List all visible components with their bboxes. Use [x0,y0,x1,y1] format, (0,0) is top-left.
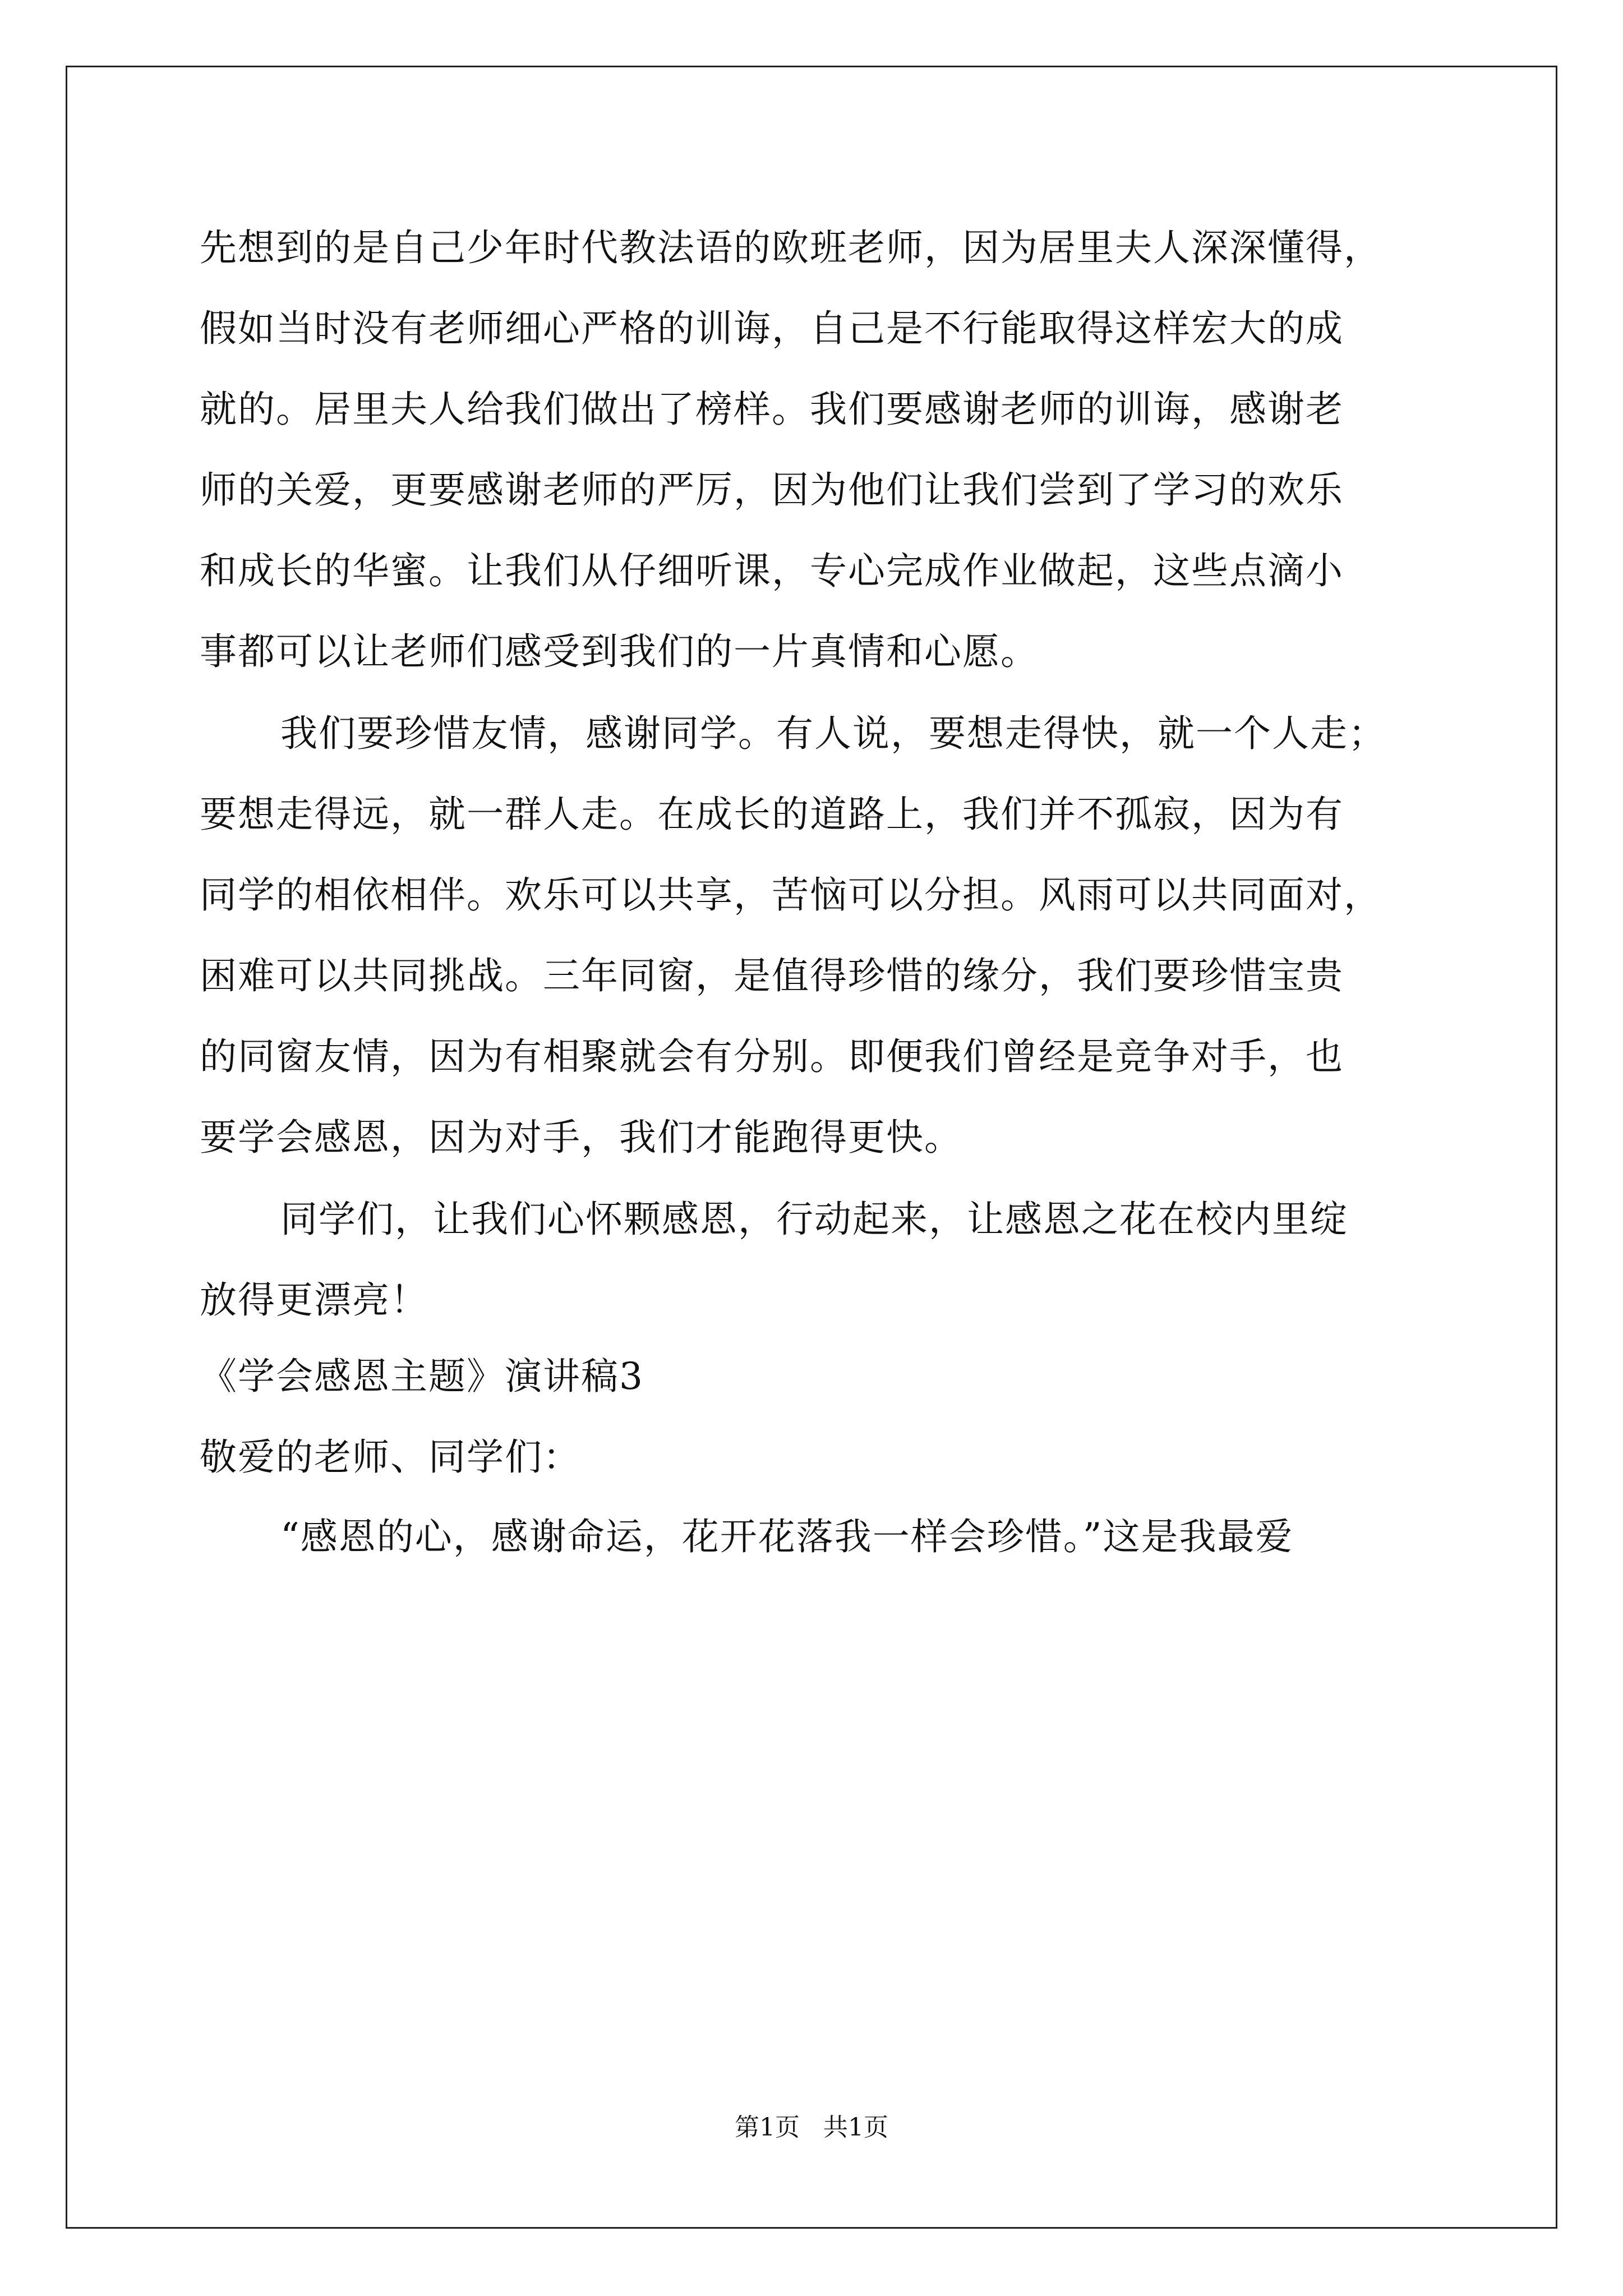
body-line-6: 事都可以让老师们感受到我们的一片真情和心愿。 [200,630,1039,673]
body-line-1: 先想到的是自己少年时代教法语的欧班老师，因为居里夫人深深懂得， [200,226,1382,269]
section-title: 《学会感恩主题》演讲稿3 [200,1355,644,1398]
body-line-10: 困难可以共同挑战。三年同窗，是值得珍惜的缘分，我们要珍惜宝贵 [200,954,1344,997]
page-footer: 第1页 共1页 [735,2113,888,2142]
body-line-17: “感恩的心，感谢命运，花开花落我一样会珍惜。”这是我最爱 [280,1515,1294,1558]
salutation: 敬爱的老师、同学们： [200,1435,581,1479]
body-line-8: 要想走得远，就一群人走。在成长的道路上，我们并不孤寂，因为有 [200,793,1344,836]
body-line-7: 我们要珍惜友情，感谢同学。有人说，要想走得快，就一个人走； [280,712,1386,755]
body-line-9: 同学的相依相伴。欢乐可以共享，苦恼可以分担。风雨可以共同面对， [200,873,1382,917]
body-line-5: 和成长的华蜜。让我们从仔细听课，专心完成作业做起，这些点滴小 [200,549,1344,592]
body-line-2: 假如当时没有老师细心严格的训诲，自己是不行能取得这样宏大的成 [200,307,1344,350]
body-line-12: 要学会感恩，因为对手，我们才能跑得更快。 [200,1116,962,1159]
body-line-14: 放得更漂亮！ [200,1278,428,1322]
body-line-3: 就的。居里夫人给我们做出了榜样。我们要感谢老师的训诲，感谢老 [200,388,1344,431]
body-line-13: 同学们，让我们心怀颗感恩，行动起来，让感恩之花在校内里绽 [280,1198,1348,1241]
body-line-4: 师的关爱，更要感谢老师的严厉，因为他们让我们尝到了学习的欢乐 [200,468,1344,512]
body-line-11: 的同窗友情，因为有相聚就会有分别。即便我们曾经是竞争对手，也 [200,1035,1344,1078]
